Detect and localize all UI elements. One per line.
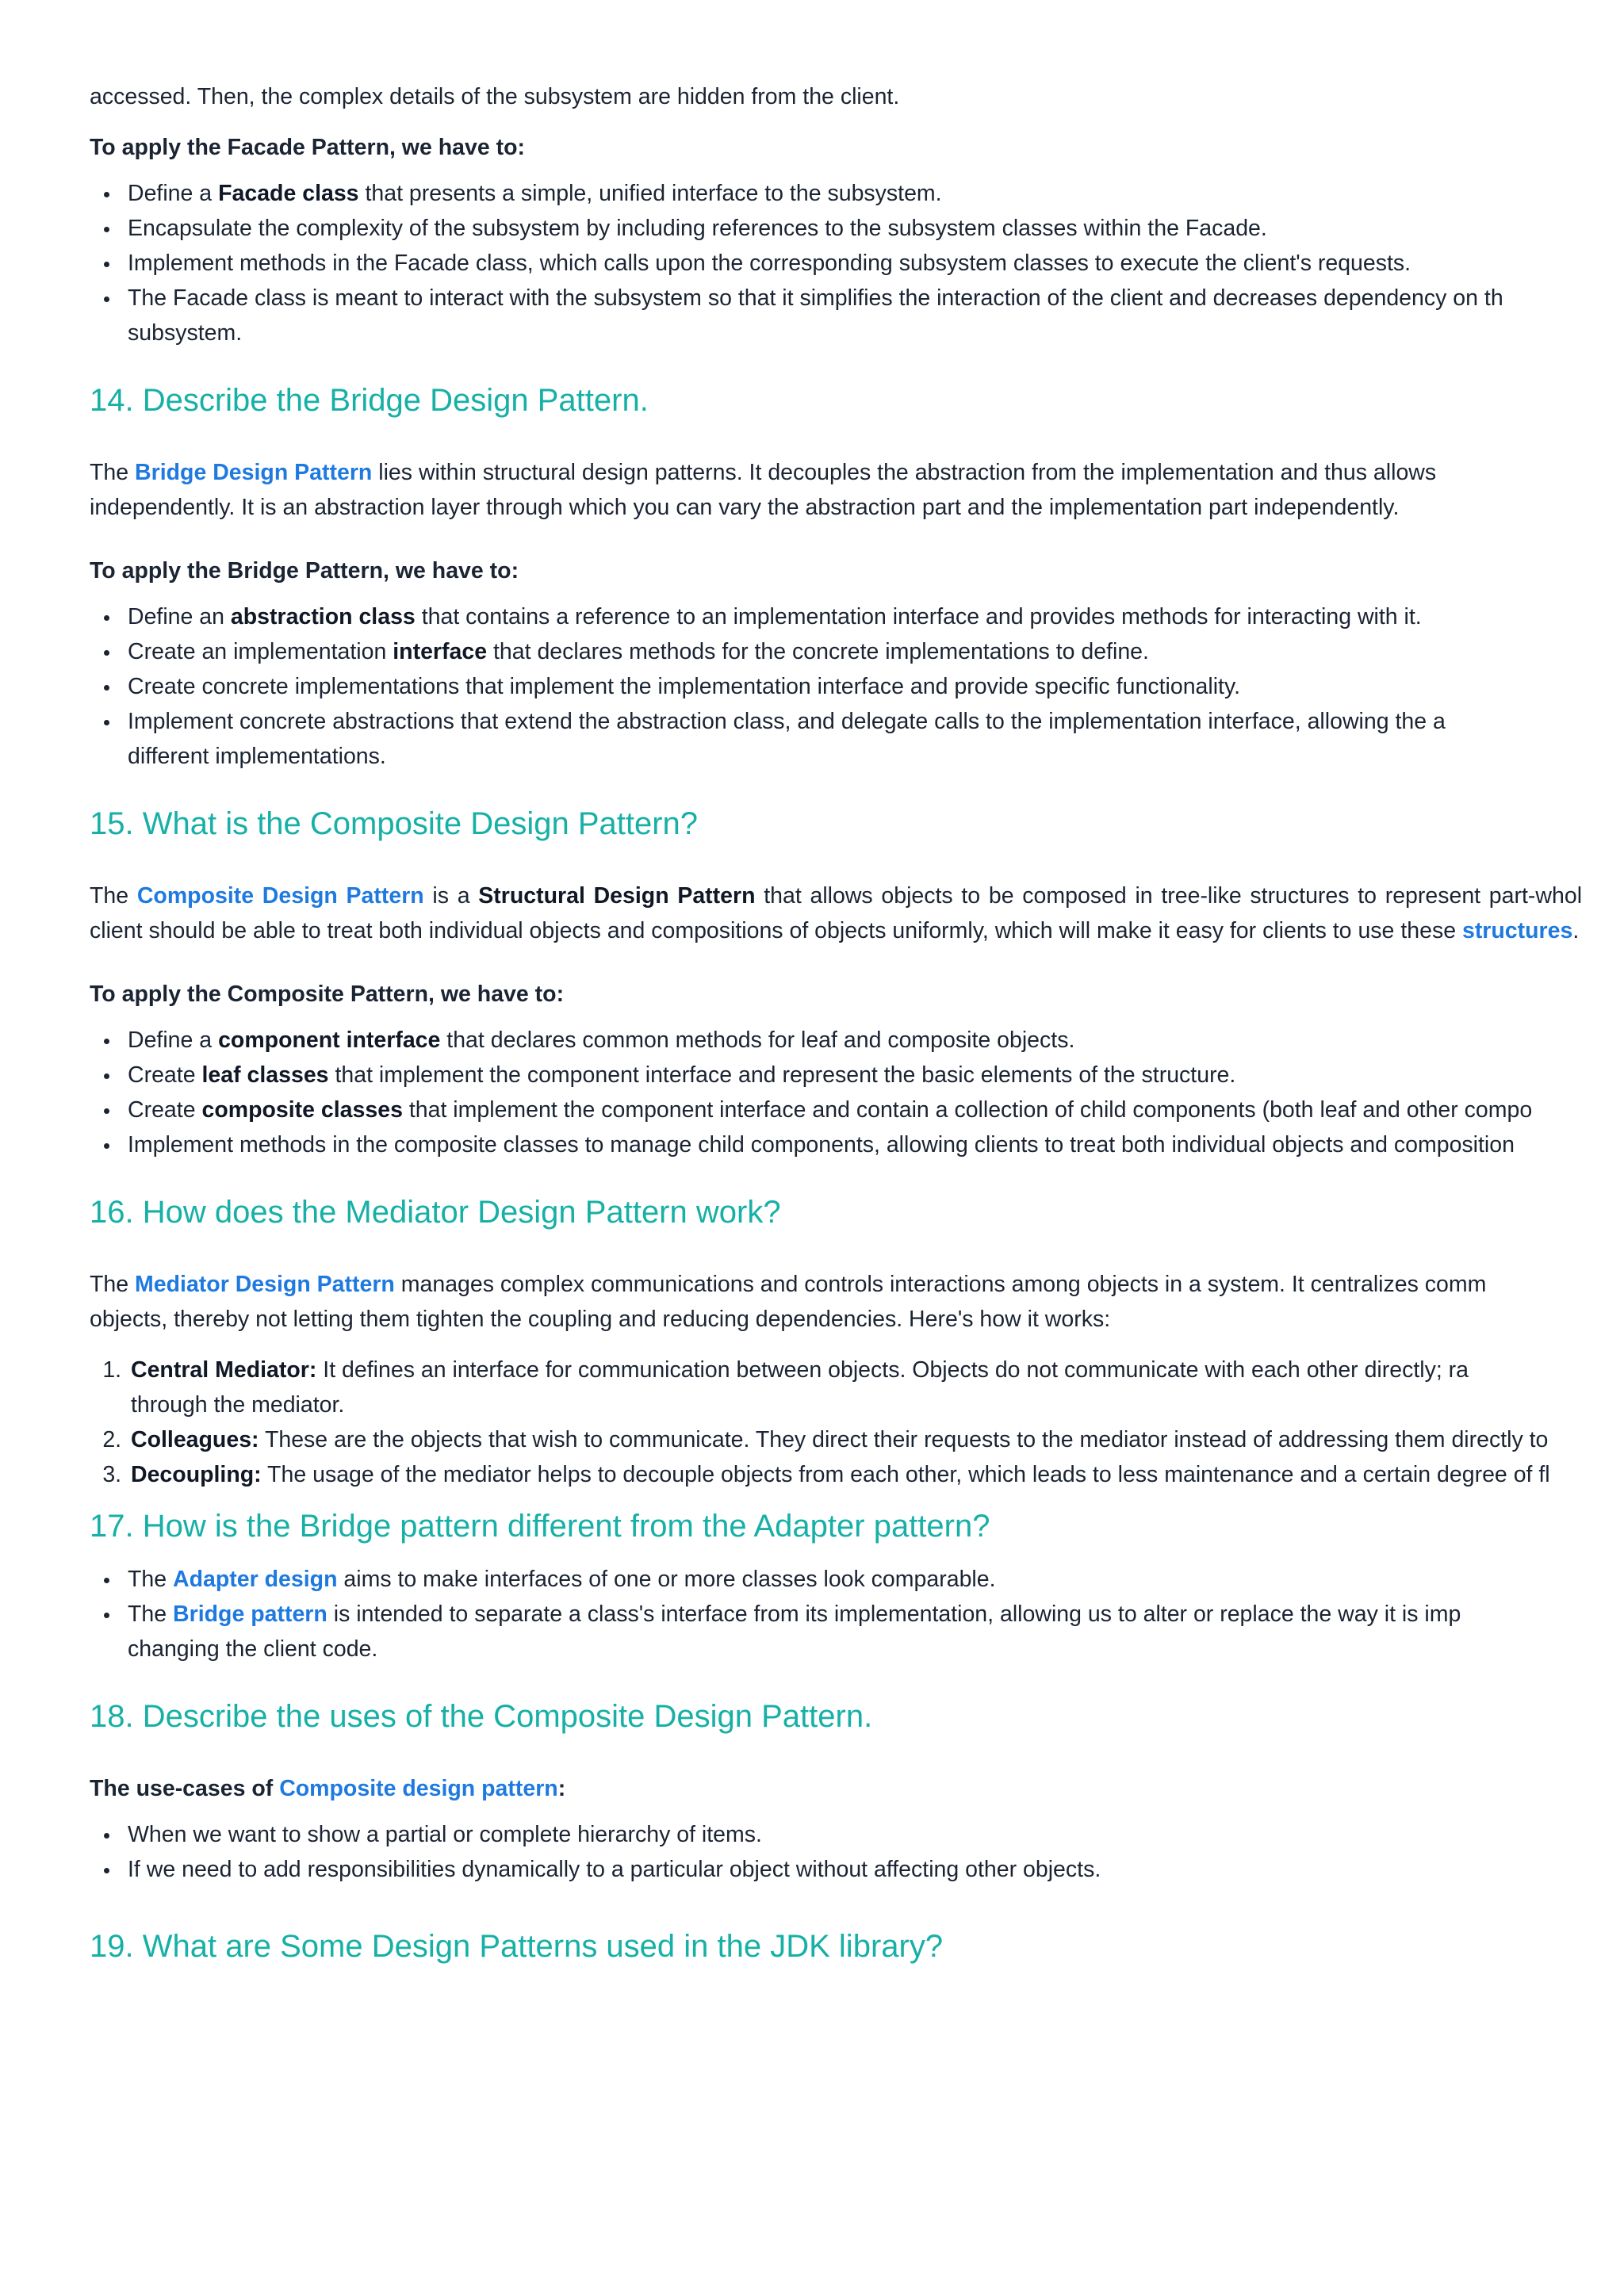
- bridge-paragraph: The Bridge Design Pattern lies within structural design patterns. It decouples the abstraction from the implementation and thus allows independently. It is an abstraction layer through which you can vary the abstraction part and the implementation part independently.: [90, 460, 1437, 520]
- facade-apply-heading: To apply the Facade Pattern, we have to:: [90, 135, 526, 160]
- composite-paragraph: The Composite Design Pattern is a Structural Design Pattern that allows objects to be composed in tree-like structures to represent part-whol client should be able to treat both individual objects and compositions of objects uniformly, which will make it easy for clients to use these structures.: [90, 883, 1583, 943]
- list-item: Encapsulate the complexity of the subsystem by including references to the subsystem classes within the Facade.: [128, 211, 1624, 246]
- list-item: Create leaf classes that implement the component interface and represent the basic elements of the structure.: [128, 1058, 1624, 1093]
- composite-apply-heading: To apply the Composite Pattern, we have to:: [90, 982, 565, 1007]
- facade-intro: accessed. Then, the complex details of the subsystem are hidden from the client.: [90, 84, 900, 109]
- list-item: Create an implementation interface that declares methods for the concrete implementations to define.: [128, 634, 1624, 669]
- list-item: Create concrete implementations that implement the implementation interface and provide specific functionality.: [128, 669, 1624, 704]
- list-item: 3. Decoupling: The usage of the mediator helps to decouple objects from each other, which leads to less maintenance and a certain degree of fl: [128, 1457, 1624, 1492]
- composite-design-pattern-uses-link[interactable]: Composite design pattern: [279, 1776, 558, 1801]
- mediator-design-pattern-link[interactable]: Mediator Design Pattern: [135, 1272, 395, 1297]
- facade-steps-list: [90, 176, 1624, 350]
- section-heading-jdk-patterns: 19. What are Some Design Patterns used in the JDK library?: [90, 1929, 944, 1964]
- bridge-apply-heading: To apply the Bridge Pattern, we have to:: [90, 558, 519, 584]
- bridge-vs-adapter-list: [90, 1562, 1624, 1667]
- list-item: The Facade class is meant to interact with the subsystem so that it simplifies the interaction of the client and decreases dependency on th subsystem.: [128, 281, 1624, 350]
- section-heading-bridge-vs-adapter: 17. How is the Bridge pattern different from the Adapter pattern?: [90, 1509, 990, 1544]
- composite-design-pattern-link[interactable]: Composite Design Pattern: [136, 883, 424, 909]
- bridge-design-pattern-link[interactable]: Bridge Design Pattern: [135, 460, 373, 485]
- section-heading-bridge: 14. Describe the Bridge Design Pattern.: [90, 383, 649, 418]
- composite-steps-list: [90, 1023, 1624, 1162]
- section-heading-composite-uses: 18. Describe the uses of the Composite Design Pattern.: [90, 1699, 873, 1734]
- list-item: Define an abstraction class that contains a reference to an implementation interface and provides methods for interacting with it.: [128, 599, 1624, 634]
- list-item: Define a Facade class that presents a simple, unified interface to the subsystem.: [128, 176, 1624, 211]
- list-item: 2. Colleagues: These are the objects that wish to communicate. They direct their requests to the mediator instead of addressing them directly to: [128, 1422, 1624, 1457]
- mediator-paragraph: The Mediator Design Pattern manages complex communications and controls interactions among objects in a system. It centralizes comm objects, thereby not letting them tighten the coupling and reducing dependencies. Here's how it works:: [90, 1272, 1487, 1332]
- composite-uses-list: [90, 1817, 1624, 1887]
- list-item: Implement methods in the composite classes to manage child components, allowing clients to treat both individual objects and composition: [128, 1127, 1624, 1162]
- list-item: The Bridge pattern is intended to separate a class's interface from its implementation, allowing us to alter or replace the way it is imp changing the client code.: [128, 1597, 1624, 1667]
- section-heading-mediator: 16. How does the Mediator Design Pattern work?: [90, 1195, 781, 1230]
- section-heading-composite: 15. What is the Composite Design Pattern?: [90, 806, 699, 841]
- mediator-steps-list: [90, 1353, 1624, 1492]
- list-item: When we want to show a partial or complete hierarchy of items.: [128, 1817, 1624, 1852]
- list-item: Create composite classes that implement the component interface and contain a collection of child components (both leaf and other compo: [128, 1093, 1624, 1127]
- list-item: If we need to add responsibilities dynamically to a particular object without affecting other objects.: [128, 1852, 1624, 1887]
- article-content: [90, 79, 1624, 1968]
- list-item: The Adapter design aims to make interfaces of one or more classes look comparable.: [128, 1562, 1624, 1597]
- adapter-design-link[interactable]: Adapter design: [173, 1567, 338, 1592]
- list-item: Define a component interface that declares common methods for leaf and composite objects.: [128, 1023, 1624, 1058]
- list-item: 1. Central Mediator: It defines an interface for communication between objects. Objects do not communicate with each other directly; ra through the mediator.: [128, 1353, 1624, 1422]
- list-item: Implement concrete abstractions that extend the abstraction class, and delegate calls to the implementation interface, allowing the a different implementations.: [128, 704, 1624, 774]
- bridge-pattern-link[interactable]: Bridge pattern: [173, 1601, 327, 1627]
- bridge-steps-list: [90, 599, 1624, 774]
- list-item: Implement methods in the Facade class, which calls upon the corresponding subsystem classes to execute the client's requests.: [128, 246, 1624, 281]
- composite-uses-heading: The use-cases of Composite design pattern:: [90, 1776, 566, 1801]
- structures-link[interactable]: structures: [1461, 918, 1573, 943]
